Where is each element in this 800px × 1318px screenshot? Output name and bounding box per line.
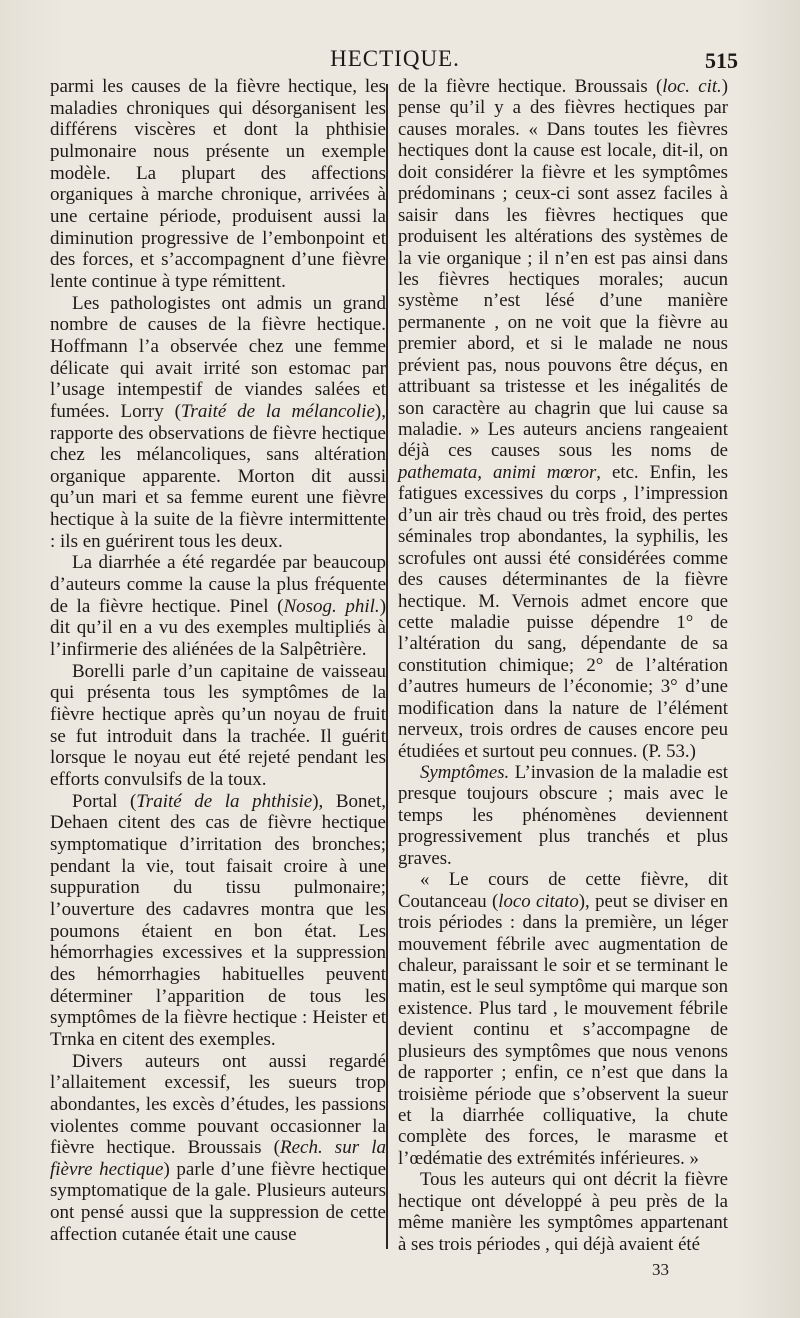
paragraph: Divers auteurs ont aussi regardé l’allaitement excessif, les sueurs trop abondantes, les excès d’études, les passions violentes comme pouvant occasionner la fièvre hectique. Broussais (Rech. sur la fièvre hectique) parle d’une fièvre hectique symptomatique de la gale. Plusieurs auteurs ont pensé aussi que la suppression de cette affection cutanée était une cause: [50, 1050, 387, 1245]
citation: Traité de la mélancolie: [180, 400, 375, 422]
latin-term: pathemata, animi mœror: [398, 461, 597, 483]
signature-mark: 33: [652, 1260, 669, 1279]
paragraph: Borelli parle d’un capitaine de vaisseau qui présenta tous les symptômes de la fièvre hectique après qu’un noyau de fruit se fut introduit dans la trachée. Il guérit lorsque le noyau eut été rejeté pendant les efforts convulsifs de la toux.: [50, 660, 386, 790]
column-rule: [386, 84, 388, 1249]
page-number: 515: [705, 48, 738, 73]
paragraph: Symptômes. L’invasion de la maladie est presque toujours obscure ; mais avec le temps les phénomènes deviennent progressivement plus tranchés et plus graves.: [398, 762, 728, 869]
left-column: [50, 76, 386, 1245]
citation: Nosog. phil.: [283, 595, 380, 617]
citation: loc. cit.: [662, 76, 722, 97]
paragraph: « Le cours de cette fièvre, dit Coutanceau (loco citato), peut se diviser en trois périodes : dans la première, un léger mouvement fébrile avec augmentation de chaleur, paraissant le soir et se terminant le matin, est le seul symptôme qui marque son existence. Plus tard , le mouvement fébrile devient continu et s’accompagne de plusieurs des symptômes que nous venons de rapporter ; enfin, ce n’est que dans la troisième période que s’observent la sueur et la diarrhée colliquative, la chute complète des forces, le marasme et l’œdématie des extrémités inférieures. »: [398, 869, 728, 1169]
running-head: [52, 42, 738, 76]
paragraph: Tous les auteurs qui ont décrit la fièvre hectique ont développé à peu près de la même manière les symptômes appartenant à ses trois périodes , qui déjà avaient été: [398, 1169, 728, 1255]
citation: Rech. sur la fièvre hectique: [50, 1137, 386, 1180]
section-heading: Symptômes.: [420, 762, 510, 783]
paragraph: de la fièvre hectique. Broussais (loc. cit.) pense qu’il y a des fièvres hectiques par causes morales. « Dans toutes les fièvres hectiques dont la cause est locale, dit-il, on doit considérer la fièvre et les symptômes prédominans ; ceux-ci sont assez faciles à saisir dans les fièvres hectiques que produisent les altérations des systèmes de la vie organique ; il n’en est pas ainsi dans les fièvres hectiques morales; aucun système n’est lésé d’une manière permanente , on ne voit que la fièvre au premier abord, et si le malade ne nous prévient pas, nous pouvons être déçus, en attribuant sa tristesse et les inégalités de son caractère au chagrin que lui cause sa maladie. » Les auteurs anciens rangeaient déjà ces causes sous les noms de pathemata, animi mœror, etc. Enfin, les fatigues excessives du corps , l’impression d’un air très chaud ou très froid, des pertes séminales trop abondantes, la syphilis, les scrofules ont aussi été considérées comme des causes déterminantes de la fièvre hectique. M. Vernois admet encore que cette maladie puisse dépendre 1° de l’altération du sang, dépendante de sa constitution chimique; 2° de l’altération d’autres humeurs de l’économie; 3° d’une modification dans la nature de l’élément nerveux, trois ordres de causes encore peu étudiées et surtout peu connues. (P. 53.): [398, 76, 729, 762]
paragraph: parmi les causes de la fièvre hectique, les maladies chroniques qui désorganisent les différens viscères et dont la phthisie pulmonaire nous présente un exemple modèle. La plupart des affections organiques à marche chronique, arrivées à une certaine période, produisent aussi la diminution progressive de l’embonpoint et des forces, et s’accompagnent d’une fièvre lente continue à type rémittent.: [50, 76, 386, 292]
paragraph: La diarrhée a été regardée par beaucoup d’auteurs comme la cause la plus fréquente de la fièvre hectique. Pinel (Nosog. phil.) dit qu’il en a vu des exemples multipliés à l’infirmerie des aliénées de la Salpêtrière.: [50, 552, 387, 661]
paragraph: Les pathologistes ont admis un grand nombre de causes de la fièvre hectique. Hoffmann l’a observée chez une femme délicate qui avait irrité son estomac par l’usage intempestif de viandes salées et fumées. Lorry (Traité de la mélancolie), rapporte des observations de fièvre hectique chez les mélancoliques, sans altération organique apparente. Morton dit aussi qu’un mari et sa femme eurent une fièvre hectique à la suite de la fièvre intermittente : ils en guérirent tous les deux.: [50, 292, 386, 552]
citation: loco citato: [498, 890, 579, 912]
citation: Traité de la phthisie: [136, 790, 313, 812]
right-column: [398, 76, 728, 1255]
running-title: HECTIQUE.: [330, 46, 460, 71]
paragraph: Portal (Traité de la phthisie), Bonet, Dehaen citent des cas de fièvre hectique symptomatique d’irritation des bronches; pendant la vie, tout faisait croire à une suppuration du tissu pulmonaire; l’ouverture des cadavres montra que les poumons étaient en bon état. Les hémorrhagies excessives et la suppression des hémorrhagies habituelles peuvent déterminer l’apparition de tous les symptômes de la fièvre hectique : Heister et Trnka en citent des exemples.: [50, 790, 387, 1050]
